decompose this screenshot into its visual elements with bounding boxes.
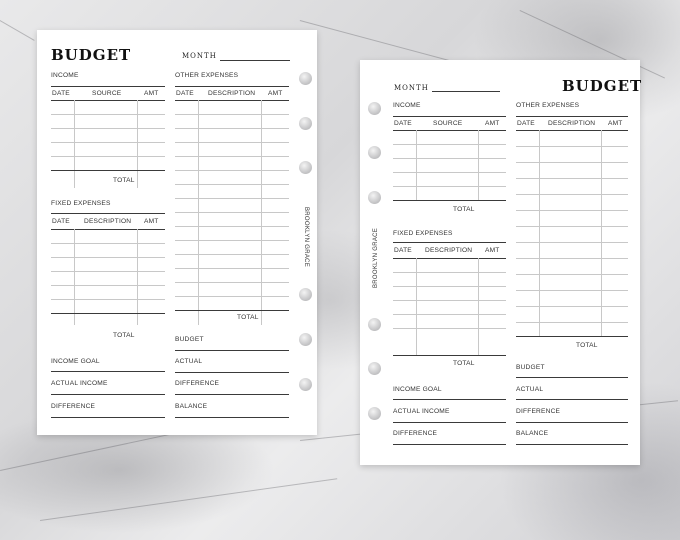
row-line [516,162,628,163]
marble-vein [0,20,35,41]
rule [516,422,628,423]
binder-hole [299,161,312,174]
row-line [393,300,506,301]
fixed-total-label: TOTAL [453,360,475,367]
summary-difference: DIFFERENCE [51,403,96,410]
fixed-col-amt: AMT [144,218,159,225]
income-col-amt: AMT [485,120,500,127]
binder-hole [299,117,312,130]
rule [393,242,506,243]
rule [175,417,289,418]
binder-hole [299,378,312,391]
col-divider [416,130,417,200]
other-col-amt: AMT [268,90,283,97]
page-title: BUDGET [51,46,132,64]
rule [393,422,506,423]
row-line [51,156,165,157]
summary-difference: DIFFERENCE [393,430,438,437]
row-line [516,226,628,227]
rule [51,100,165,101]
income-col-source: SOURCE [433,120,463,127]
row-line [516,210,628,211]
row-line [51,299,165,300]
row-line [393,328,506,329]
month-line [220,60,290,61]
summary-income-goal: INCOME GOAL [393,386,442,393]
fixed-col-date: DATE [394,247,412,254]
rule [51,371,165,372]
income-total-label: TOTAL [113,177,135,184]
other-col-date: DATE [517,120,535,127]
rule [393,355,506,356]
row-line [175,142,289,143]
summary-actual: ACTUAL [516,386,544,393]
binder-hole [368,146,381,159]
row-line [516,290,628,291]
month-label: MONTH [182,52,217,60]
rule [175,86,289,87]
month-line [432,91,500,92]
binder-hole [368,191,381,204]
row-line [175,128,289,129]
rule [51,213,165,214]
row-line [393,314,506,315]
row-line [175,240,289,241]
row-line [516,258,628,259]
binder-hole [299,333,312,346]
brand-label: BROOKLYN GRACE [303,207,309,268]
rule [175,394,289,395]
summary-difference-right: DIFFERENCE [175,380,220,387]
summary-actual-income: ACTUAL INCOME [393,408,450,415]
rule [175,350,289,351]
row-line [51,114,165,115]
summary-actual-income: ACTUAL INCOME [51,380,108,387]
binder-hole [299,72,312,85]
fixed-expenses-heading: FIXED EXPENSES [393,230,453,237]
row-line [516,274,628,275]
row-line [51,128,165,129]
income-col-source: SOURCE [92,90,122,97]
row-line [51,243,165,244]
row-line [175,184,289,185]
row-line [175,282,289,283]
row-line [175,198,289,199]
other-total-label: TOTAL [237,314,259,321]
income-heading: INCOME [393,102,421,109]
left-budget-page [37,30,317,435]
fixed-col-description: DESCRIPTION [425,247,473,254]
row-line [516,242,628,243]
row-line [51,285,165,286]
row-line [393,172,506,173]
rule [393,130,506,131]
summary-difference-right: DIFFERENCE [516,408,561,415]
month-label: MONTH [394,84,429,92]
income-col-date: DATE [52,90,70,97]
marble-vein [40,478,337,521]
fixed-expenses-heading: FIXED EXPENSES [51,200,111,207]
rule [393,444,506,445]
other-col-amt: AMT [608,120,623,127]
row-line [175,268,289,269]
other-col-date: DATE [176,90,194,97]
binder-hole [368,102,381,115]
rule [516,444,628,445]
row-line [51,271,165,272]
rule [51,394,165,395]
rule [516,116,628,117]
row-line [51,142,165,143]
row-line [175,296,289,297]
rule [51,229,165,230]
page-title: BUDGET [562,77,643,95]
income-total-label: TOTAL [453,206,475,213]
binder-hole [299,288,312,301]
summary-balance: BALANCE [175,403,208,410]
row-line [393,158,506,159]
row-line [393,144,506,145]
rule [516,399,628,400]
row-line [393,272,506,273]
row-line [516,178,628,179]
rule [393,200,506,201]
rule [175,100,289,101]
rule [51,313,165,314]
summary-budget: BUDGET [516,364,545,371]
row-line [175,170,289,171]
income-heading: INCOME [51,72,79,79]
rule [516,336,628,337]
row-line [175,212,289,213]
row-line [51,257,165,258]
row-line [516,194,628,195]
row-line [175,114,289,115]
row-line [175,226,289,227]
income-col-date: DATE [394,120,412,127]
row-line [516,146,628,147]
rule [51,86,165,87]
fixed-total-label: TOTAL [113,332,135,339]
row-line [516,306,628,307]
brand-label: BROOKLYN GRACE [373,227,379,288]
rule [393,399,506,400]
rule [516,377,628,378]
row-line [175,156,289,157]
summary-budget: BUDGET [175,336,204,343]
rule [175,310,289,311]
other-expenses-heading: OTHER EXPENSES [516,102,580,109]
rule [516,130,628,131]
rule [175,372,289,373]
income-col-amt: AMT [144,90,159,97]
other-total-label: TOTAL [576,342,598,349]
right-budget-page [360,60,643,465]
other-col-description: DESCRIPTION [208,90,256,97]
fixed-col-date: DATE [52,218,70,225]
row-line [175,254,289,255]
row-line [393,186,506,187]
rule [393,258,506,259]
other-expenses-heading: OTHER EXPENSES [175,72,239,79]
fixed-col-description: DESCRIPTION [84,218,132,225]
binder-hole [368,407,381,420]
other-col-description: DESCRIPTION [548,120,596,127]
rule [393,116,506,117]
summary-balance: BALANCE [516,430,549,437]
binder-hole [368,318,381,331]
summary-income-goal: INCOME GOAL [51,358,100,365]
summary-actual: ACTUAL [175,358,203,365]
rule [51,417,165,418]
binder-hole [368,362,381,375]
rule [51,170,165,171]
fixed-col-amt: AMT [485,247,500,254]
row-line [393,286,506,287]
row-line [516,322,628,323]
col-divider [478,130,479,200]
